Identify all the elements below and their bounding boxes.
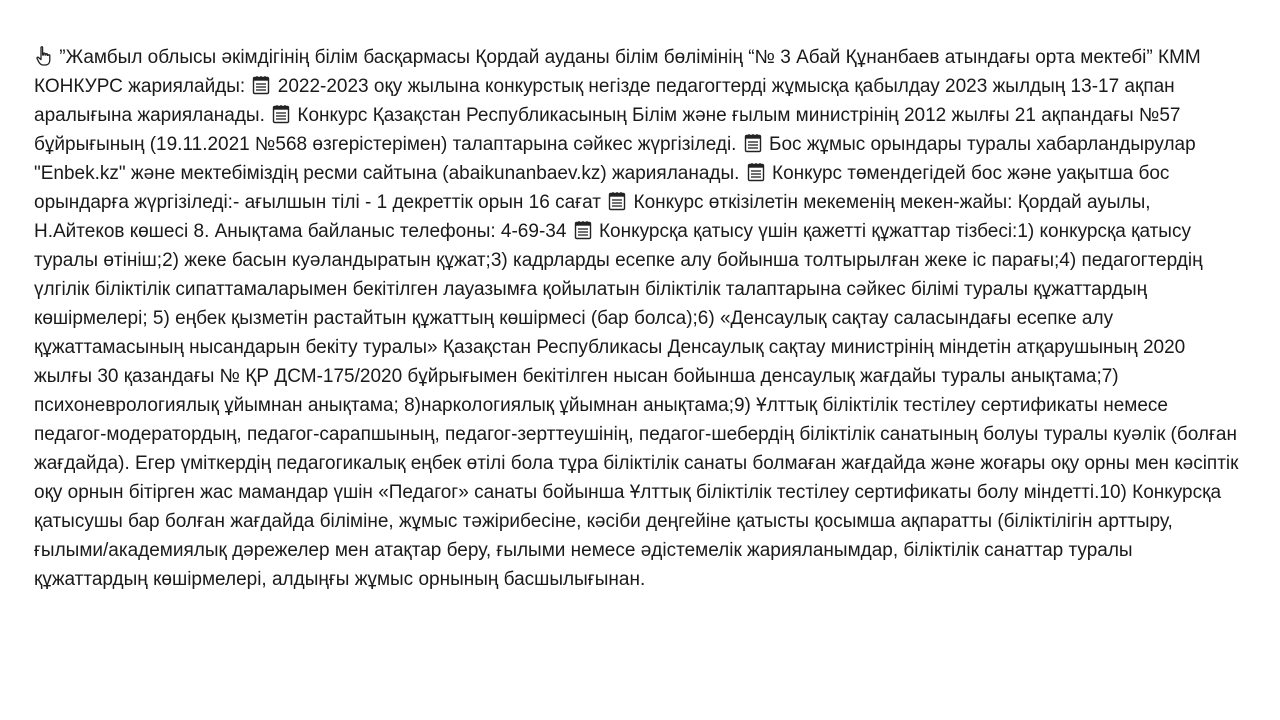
text-segment: Конкурс Қазақстан Республикасының Білім және ғылым министрінің 2012 жылғы 21 ақпандағы №57 бұйрығының (19.11.2021 №568 өзгерістерімен) талаптарына сәйкес жүргізіледі. [34,105,1181,155]
text-segment: Конкурс өткізілетін мекеменің мекен-жайы: Қордай ауылы, Н.Айтеков көшесі 8. Анықтама байланыс телефоны: 4-69-34 [34,192,1151,242]
text-segment: Конкурсқа қатысу үшін қажетті құжаттар тізбесі:1) конкурсқа қатысу туралы өтініш;2) жеке басын куәландыратын құжат;3) кадрларды есепке алу бойынша толтырылған жеке іс парағы;4) педагогтердің үлгілік біліктілік сипаттамаларымен бекітілген лауазымға қойылатын біліктілік талаптарына сәйкес білімі туралы құжаттардың көшірмелері; 5) еңбек қызметін растайтын құжаттың көшірмесі (бар болса);6) «Денсаулық сақтау саласындағы есепке алу құжаттамасының нысандарын бекіту туралы» Қазақстан Республикасы Денсаулық сақтау министрінің міндетін атқарушының 2020 жылғы 30 қазандағы № ҚР ДСМ-175/2020 бұйрығымен бекітілген нысан бойынша денсаулық жағдайы туралы анықтама;7) психоневрологиялық ұйымнан анықтама; 8)наркологиялық ұйымнан анықтама;9) Ұлттық біліктілік тестілеу сертификаты немесе педагог-модератордың, педагог-сарапшының, педагог-зерттеушінің, педагог-шебердің біліктілік санатының болуы туралы куәлік (болған жағдайда). Егер үміткердің педагогикалық еңбек өтілі бола тұра біліктілік санаты болмаған жағдайда және жоғары оқу орны мен кәсіптік оқу орнын бітірген жас мамандар үшін «Педагог» санаты бойынша Ұлттық біліктілік тестілеу сертификаты болу міндетті.10) Конкурсқа қатысушы бар болған жағдайда біліміне, жұмыс тәжірибесіне, кәсіби деңгейіне қатысты қосымша ақпаратты (біліктілігін арттыру, ғылыми/академиялық дәрежелер мен атақтар беру, ғылыми немесе әдістемелік жарияланымдар, біліктілік санаттар туралы құжаттардың көшірмелері, алдыңғы жұмыс орнының басшылығынан. [34,221,1239,590]
pointing-hand-icon [35,46,53,66]
text-segment: Бос жұмыс орындары туралы хабарландырулар "Enbek.kz" және мектебіміздің ресми сайтына (abaikunanbaev.kz) жарияланады. [34,134,1196,184]
text-segment: ”Жамбыл облысы әкімдігінің білім басқармасы Қордай ауданы білім бөлімінің “№ 3 Абай Құнанбаев атындағы орта мектебі” КММ КОНКУРС жариялайды: [34,47,1201,97]
announcement-text [34,43,1240,594]
notepad-icon [251,75,271,95]
text-segment: 2022-2023 оқу жылына конкурстық негізде педагогтерді жұмысқа қабылдау 2023 жылдың 13-17 ақпан аралығына жарияланады. [34,76,1175,126]
notepad-icon [607,191,627,211]
notepad-icon [271,104,291,124]
notepad-icon [743,133,763,153]
notepad-icon [573,220,593,240]
text-segment: Конкурс төмендегідей бос және уақытша бос орындарға жүргізіледі:- ағылшын тілі - 1 декреттік орын 16 сағат [34,163,1170,213]
notepad-icon [746,162,766,182]
